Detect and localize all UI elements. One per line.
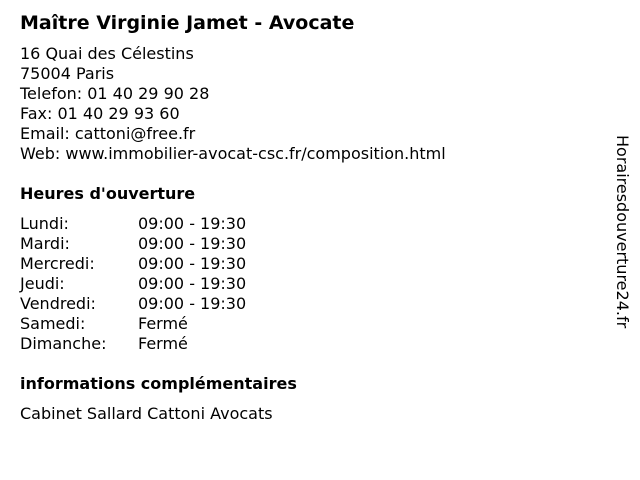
time-value: 09:00 - 19:30 — [138, 214, 247, 233]
time-value: 09:00 - 19:30 — [138, 254, 247, 273]
info-text: Cabinet Sallard Cattoni Avocats — [20, 404, 273, 423]
phone-line: Telefon: 01 40 29 90 28 — [20, 84, 210, 103]
city-line: 75004 Paris — [20, 64, 115, 83]
hours-row-mardi — [20, 234, 600, 254]
brand-text: Horairesdouverture24.fr — [613, 135, 632, 329]
business-card — [20, 10, 600, 424]
day-label: Mercredi: — [20, 254, 95, 273]
hours-row-mercredi — [20, 254, 600, 274]
email-line: Email: cattoni@free.fr — [20, 124, 196, 143]
web-line: Web: www.immobilier-avocat-csc.fr/composition.html — [20, 144, 446, 163]
hours-row-lundi — [20, 214, 600, 234]
day-label: Dimanche: — [20, 334, 107, 353]
hours-row-vendredi — [20, 294, 600, 314]
time-value: 09:00 - 19:30 — [138, 294, 247, 313]
day-label: Vendredi: — [20, 294, 96, 313]
hours-table — [20, 214, 600, 354]
hours-row-jeudi — [20, 274, 600, 294]
brand-watermark — [612, 135, 632, 375]
hours-row-samedi — [20, 314, 600, 334]
time-value: 09:00 - 19:30 — [138, 274, 247, 293]
hours-heading: Heures d'ouverture — [20, 184, 196, 203]
info-heading: informations complémentaires — [20, 374, 297, 393]
fax-line: Fax: 01 40 29 93 60 — [20, 104, 180, 123]
hours-row-dimanche — [20, 334, 600, 354]
day-label: Samedi: — [20, 314, 86, 333]
time-value: Fermé — [138, 334, 188, 353]
street-line: 16 Quai des Célestins — [20, 44, 194, 63]
time-value: Fermé — [138, 314, 188, 333]
time-value: 09:00 - 19:30 — [138, 234, 247, 253]
page-title: Maître Virginie Jamet - Avocate — [20, 12, 355, 34]
address-block — [20, 44, 600, 164]
day-label: Jeudi: — [20, 274, 65, 293]
day-label: Lundi: — [20, 214, 69, 233]
day-label: Mardi: — [20, 234, 70, 253]
